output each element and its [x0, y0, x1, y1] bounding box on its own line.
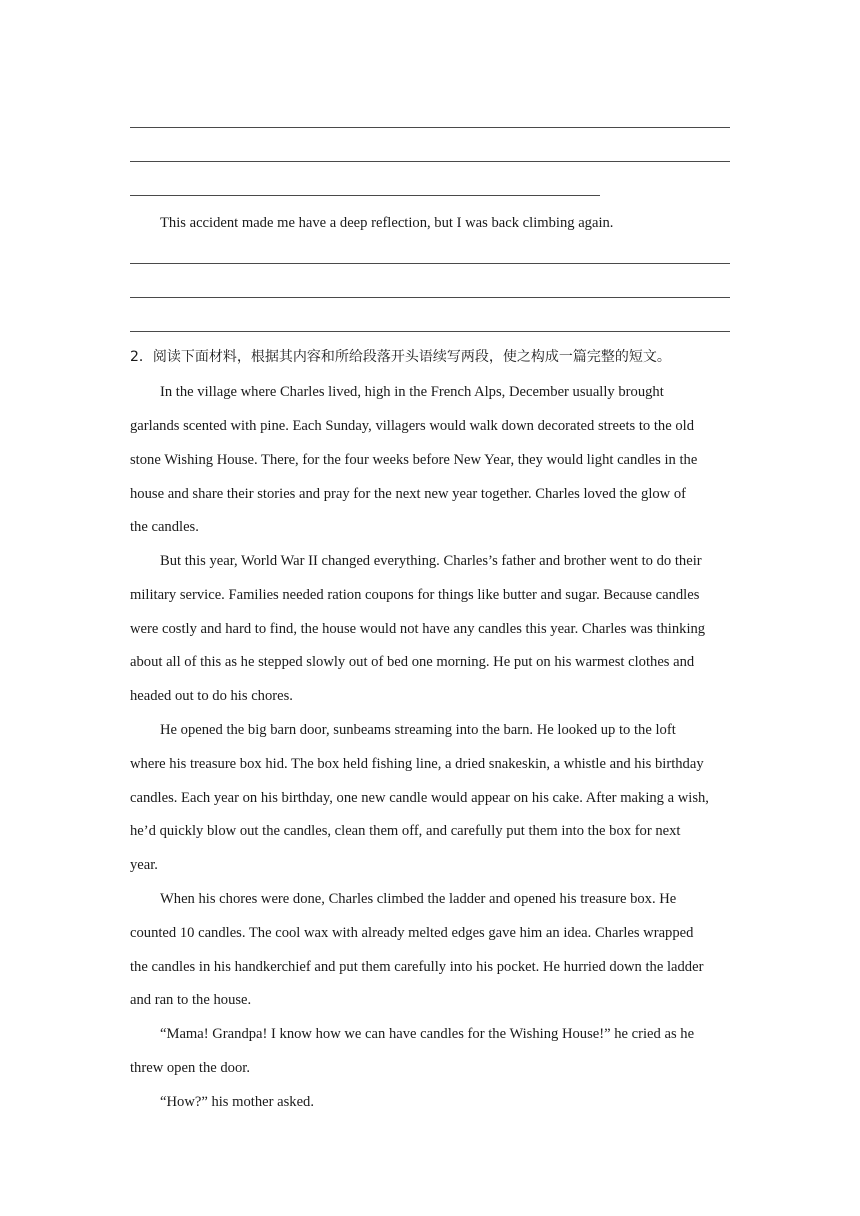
paragraph-prompt: This accident made me have a deep reflection, but I was back climbing again. — [160, 215, 614, 231]
passage-line: where his treasure box hid. The box held fishing line, a dried snakeskin, a whistle and his birthday — [130, 756, 704, 772]
passage-line: candles. Each year on his birthday, one new candle would appear on his cake. After making a wish, — [130, 790, 709, 806]
answer-line[interactable] — [130, 263, 730, 264]
passage-line: When his chores were done, Charles climbed the ladder and opened his treasure box. He — [160, 891, 677, 907]
passage-line: “Mama! Grandpa! I know how we can have candles for the Wishing House!” he cried as he — [160, 1026, 695, 1042]
passage-line: he’d quickly blow out the candles, clean them off, and carefully put them into the box for next — [130, 823, 681, 839]
answer-line[interactable] — [130, 161, 730, 162]
passage-line: headed out to do his chores. — [130, 688, 293, 704]
passage-line: He opened the big barn door, sunbeams streaming into the barn. He looked up to the loft — [160, 722, 676, 738]
passage-line: But this year, World War II changed everything. Charles’s father and brother went to do their — [160, 553, 702, 569]
passage-line: were costly and hard to find, the house would not have any candles this year. Charles was thinking — [130, 621, 706, 637]
answer-line[interactable] — [130, 127, 730, 128]
passage-line: the candles. — [130, 519, 199, 535]
passage-line: stone Wishing House. There, for the four weeks before New Year, they would light candles in the — [130, 452, 698, 468]
passage-line: garlands scented with pine. Each Sunday, villagers would walk down decorated streets to the old — [130, 418, 695, 434]
passage-line: and ran to the house. — [130, 992, 252, 1008]
question-instruction: 2．阅读下面材料，根据其内容和所给段落开头语续写两段，使之构成一篇完整的短文。 — [130, 349, 671, 365]
passage-line: In the village where Charles lived, high in the French Alps, December usually brought — [160, 384, 664, 400]
answer-line[interactable] — [130, 297, 730, 298]
passage-line: threw open the door. — [130, 1060, 250, 1076]
answer-line[interactable] — [130, 195, 600, 196]
answer-line[interactable] — [130, 331, 730, 332]
passage-line: year. — [130, 857, 158, 873]
passage-line: counted 10 candles. The cool wax with already melted edges gave him an idea. Charles wrapped — [130, 925, 694, 941]
passage-line: house and share their stories and pray for the next new year together. Charles loved the glow of — [130, 486, 687, 502]
passage-line: “How?” his mother asked. — [160, 1094, 314, 1110]
passage-line: about all of this as he stepped slowly out of bed one morning. He put on his warmest clothes and — [130, 654, 695, 670]
passage-line: military service. Families needed ration coupons for things like butter and sugar. Because candles — [130, 587, 700, 603]
passage-line: the candles in his handkerchief and put them carefully into his pocket. He hurried down the ladder — [130, 959, 704, 975]
